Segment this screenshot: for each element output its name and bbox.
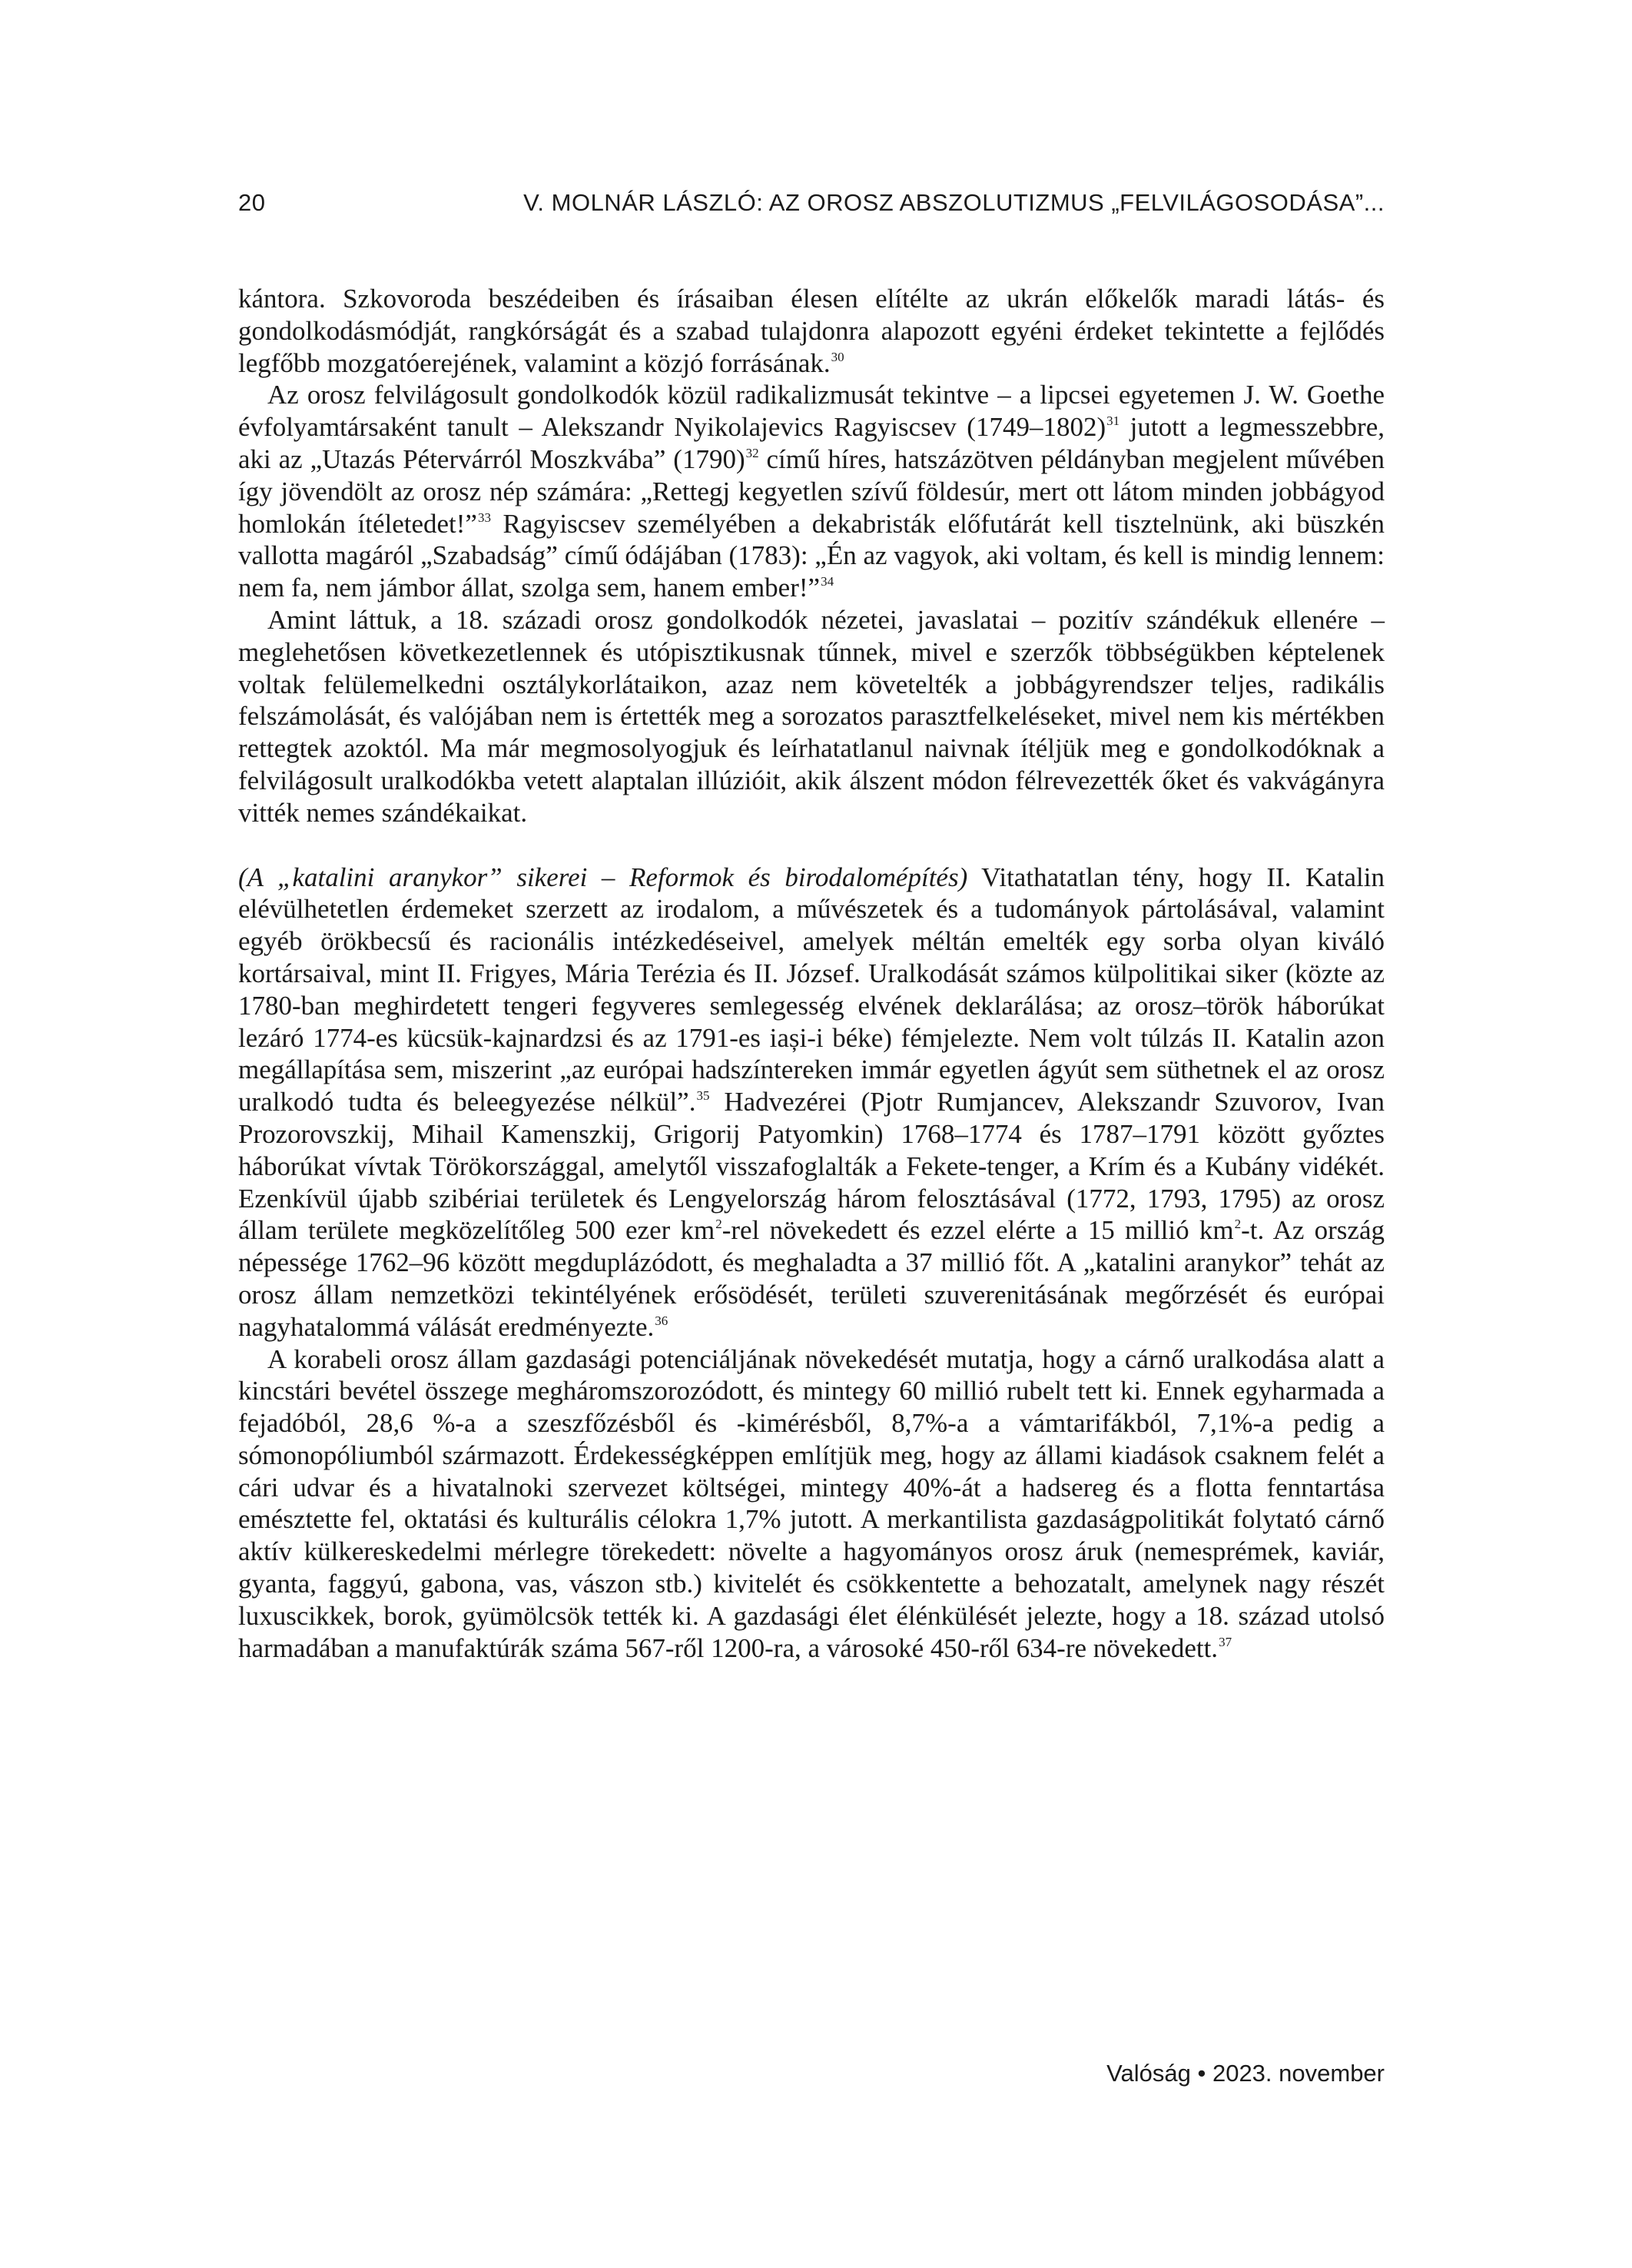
page-number: 20 [238, 189, 266, 216]
paragraph [238, 379, 1385, 604]
footnote-marker[interactable]: 36 [655, 1313, 668, 1328]
paragraph-text: -t. Az ország népessége 1762–96 között megduplázódott, és meghaladta a 37 millió főt. A „katalini aranykor” tehát az orosz állam nemzetközi tekintélyének erősödését, területi szuverenitásának megőrzését és európai nagyhatalommá válását eredményezte. [238, 1215, 1385, 1342]
paragraph-text: -rel növekedett és ezzel elérte a 15 millió km [721, 1215, 1234, 1246]
article-body [238, 283, 1385, 1664]
page-footer: Valóság • 2023. november [1106, 2060, 1385, 2087]
footnote-marker[interactable]: 31 [1106, 413, 1120, 429]
footnote-marker[interactable]: 35 [696, 1088, 710, 1104]
running-title: V. MOLNÁR LÁSZLÓ: AZ OROSZ ABSZOLUTIZMUS „FELVILÁGOSODÁSA”... [523, 189, 1385, 216]
paragraph [238, 283, 1385, 379]
paragraph-text: kántora. Szkovoroda beszédeiben és írásaiban élesen elítélte az ukrán előkelők maradi látás- és gondolkodásmódját, rangkórságát és a szabad tulajdonra alapozott egyéni érdeket tekintette a fejlődés legfőbb mozgatóerejének, valamint a közjó forrásának. [238, 284, 1385, 378]
footnote-marker[interactable]: 37 [1219, 1634, 1232, 1649]
superscript-exponent: 2 [1234, 1217, 1242, 1232]
paragraph-text: Vitathatatlan tény, hogy II. Katalin elévülhetetlen érdemeket szerzett az irodalom, a művészetek és a tudományok pártolásával, valamint egyéb örökbecsű és racionális intézkedéseivel, amelyek méltán emelték egy sorba olyan kiváló kortársaival, mint II. Frigyes, Mária Terézia és II. József. Uralkodását számos külpolitikai siker (közte az 1780-ban meghirdetett tengeri fegyveres semlegesség elvének deklarálása; az orosz–török háborúkat lezáró 1774-es kücsük-kajnardzsi és az 1791-es iași-i béke) fémjelezte. Nem volt túlzás II. Katalin azon megállapítása sem, miszerint „az európai hadszíntereken immár egyetlen ágyút sem süthetnek el az orosz uralkodó tudta és beleegyezése nélkül”. [238, 862, 1385, 1117]
footnote-marker[interactable]: 32 [745, 445, 759, 460]
paragraph-text: című híres, hatszázötven példányban megjelent művében így jövendölt az orosz nép számára: „Rettegj kegyetlen szívű földesúr, mert ott látom minden jobbágyod homlokán ítéletedet!” [238, 443, 1385, 539]
paragraph [238, 1343, 1385, 1665]
paragraph [238, 604, 1385, 829]
running-header [238, 183, 1385, 221]
paragraph-text: Ragyiscsev személyében a dekabristák előfutárát kell tisztelnünk, aki büszkén vallotta magáról „Szabadság” című ódájában (1783): „Én az vagyok, aki voltam, és kell is mindig lennem: nem fa, nem jámbor állat, szolga sem, hanem ember!” [238, 508, 1385, 603]
footnote-marker[interactable]: 30 [831, 349, 844, 364]
paragraph-text: Amint láttuk, a 18. századi orosz gondolkodók nézetei, javaslatai – pozitív szándékuk ellenére – meglehetősen következetlennek és utópisztikusnak tűnnek, mivel e szerzők többségükben képtelenek voltak felülemelkedni osztálykorlátaikon, azaz nem követelték a jobbágyrendszer teljes, radikális felszámolását, és valójában nem is értették meg a sorozatos parasztfelkeléseket, mivel nem kis mértékben rettegtek azoktól. Ma már megmosolyogjuk és leírhatatlanul naivnak ítéljük meg e gondolkodóknak a felvilágosult uralkodókba vetett alaptalan illúzióit, akik álszent módon félrevezették őket és vakvágányra vitték nemes szándékaikat. [238, 604, 1385, 828]
paragraph-text: jutott a legmesszebbre, aki az „Utazás Pétervárról Moszkvába” (1790) [238, 412, 1385, 474]
paragraph-text: Az orosz felvilágosult gondolkodók közül radikalizmusát tekintve – a lipcsei egyetemen J. W. Goethe évfolyamtársaként tanult – Alekszandr Nyikolajevics Ragyiscsev (1749–1802) [238, 380, 1385, 443]
footnote-marker[interactable]: 33 [477, 510, 491, 525]
paragraph-text: Hadvezérei (Pjotr Rumjancev, Alekszandr Szuvorov, Ivan Prozorovszkij, Mihail Kamenszkij, Grigorij Patyomkin) 1768–1774 és 1787–1791 között győztes háborúkat vívtak Törökországgal, amelytől visszafoglalták a Fekete-tenger, a Krím és a Kubány vidékét. Ezenkívül újabb szibériai területek és Lengyelország három felosztásával (1772, 1793, 1795) az orosz állam területe megközelítőleg 500 ezer km [238, 1087, 1385, 1246]
paragraph-text: A korabeli orosz állam gazdasági potenciáljának növekedését mutatja, hogy a cárnő uralkodása alatt a kincstári bevétel összege megháromszorozódott, és mintegy 60 millió rubelt tett ki. Ennek egyharmada a fejadóból, 28,6 %-a a szeszfőzésből és -kimérésből, 8,7%-a a vámtarifákból, 7,1%-a pedig a sómonopóliumból származott. Érdekességképpen említjük meg, hogy az állami kiadások csaknem felét a cári udvar és a hivatalnoki szervezet költségei, mintegy 40%-át a hadsereg és a flotta fenntartása emésztette fel, oktatási és kulturális célokra 1,7% jutott. A merkantilista gazdaságpolitikát folytató cárnő aktív külkereskedelmi mérlegre törekedett: növelte a hagyományos orosz áruk (nemesprémek, kaviár, gyanta, faggyú, gabona, vas, vászon stb.) kivitelét és csökkentette a behozatalt, amelynek nagy részét luxuscikkek, borok, gyümölcsök tették ki. A gazdasági élet élénkülését jelezte, hogy a 18. század utolsó harmadában a manufaktúrák száma 567-ről 1200-ra, a városoké 450-ről 634-re növekedett. [238, 1343, 1385, 1663]
footnote-marker[interactable]: 34 [821, 574, 834, 589]
paragraph [238, 862, 1385, 1343]
superscript-exponent: 2 [715, 1217, 722, 1232]
section-heading: (A „katalini aranykor” sikerei – Reformok és birodalomépítés) [238, 862, 968, 892]
